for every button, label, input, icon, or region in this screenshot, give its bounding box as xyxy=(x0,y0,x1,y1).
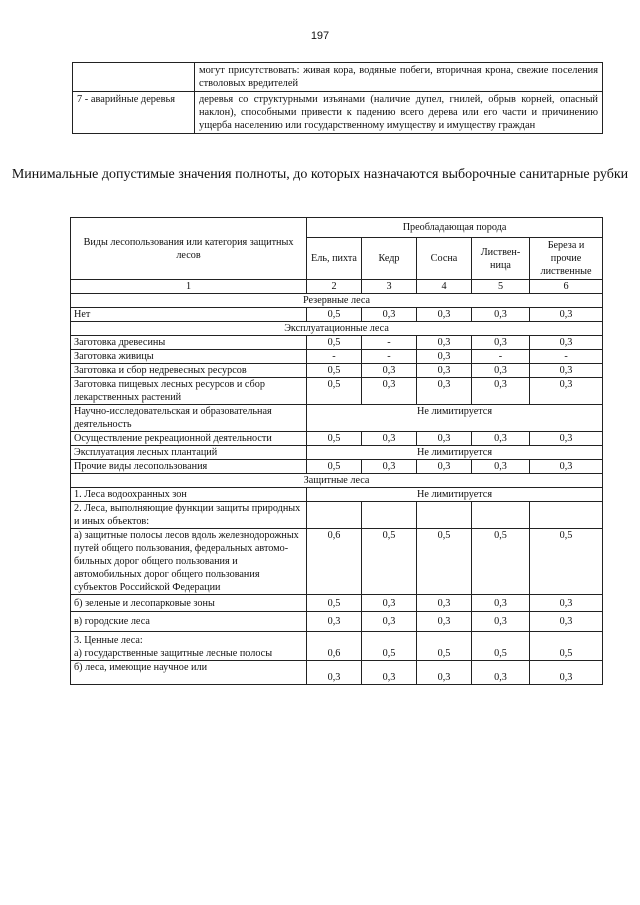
value-cell: 0,3 xyxy=(530,336,603,350)
col-number: 4 xyxy=(417,280,472,294)
value-cell: 0,5 xyxy=(307,595,362,612)
value-cell: - xyxy=(362,336,417,350)
category-cell: 7 - аварийные деревья xyxy=(73,92,195,134)
value-cell: 0,3 xyxy=(530,378,603,405)
value-cell: 0,5 xyxy=(362,632,417,661)
table-title: Минимальные допустимые значения полноты, до которых назначаются выборочные санитарные рубки xyxy=(11,167,629,182)
section-exploitation: Эксплуатационные леса xyxy=(71,322,603,336)
table-row xyxy=(71,460,603,474)
section-row xyxy=(71,322,603,336)
value-cell: - xyxy=(307,350,362,364)
value-cell: 0,6 xyxy=(307,529,362,595)
value-cell: 0,3 xyxy=(417,432,472,446)
value-cell: 0,3 xyxy=(417,595,472,612)
table-row xyxy=(71,595,603,612)
col-number: 2 xyxy=(307,280,362,294)
value-cell: 0,3 xyxy=(472,308,530,322)
value-cell: 0,3 xyxy=(362,364,417,378)
value-cell: 0,3 xyxy=(307,661,362,685)
value-cell: 0,3 xyxy=(472,595,530,612)
table-row xyxy=(73,63,603,92)
table-row xyxy=(71,529,603,595)
value-cell: 0,3 xyxy=(530,432,603,446)
value-cell: 0,3 xyxy=(307,612,362,632)
row-label xyxy=(71,632,307,661)
value-cell: 0,3 xyxy=(472,336,530,350)
value-cell: 0,3 xyxy=(417,612,472,632)
value-cell: 0,3 xyxy=(472,460,530,474)
header-larch: Листвен-ница xyxy=(472,238,530,280)
value-cell: 0,5 xyxy=(417,529,472,595)
row-label: Заготовка древесины xyxy=(71,336,307,350)
value-cell: 0,3 xyxy=(362,308,417,322)
table-row xyxy=(73,92,603,134)
table-row xyxy=(71,336,603,350)
table-row xyxy=(71,432,603,446)
table-row xyxy=(71,405,603,432)
value-cell: 0,3 xyxy=(362,661,417,685)
value-cell: 0,3 xyxy=(417,661,472,685)
value-cell: 0,5 xyxy=(417,632,472,661)
value-cell xyxy=(530,502,603,529)
no-limit-cell: Не лимитируется xyxy=(307,446,603,460)
row-label: Заготовка живицы xyxy=(71,350,307,364)
value-cell: 0,5 xyxy=(307,432,362,446)
header-species-group: Преобладающая порода xyxy=(307,218,603,238)
value-cell: 0,3 xyxy=(417,350,472,364)
value-cell: 0,3 xyxy=(530,460,603,474)
table-row xyxy=(71,661,603,685)
row-label: Прочие виды лесопользования xyxy=(71,460,307,474)
section-row xyxy=(71,294,603,308)
table-row xyxy=(71,612,603,632)
value-cell: 0,3 xyxy=(362,595,417,612)
value-cell: - xyxy=(362,350,417,364)
value-cell: 0,5 xyxy=(307,378,362,405)
value-cell: 0,3 xyxy=(472,661,530,685)
category-cell xyxy=(73,63,195,92)
row-label: 1. Леса водоохранных зон xyxy=(71,488,307,502)
row-label: б) леса, имеющие научное или xyxy=(71,661,307,685)
header-row xyxy=(71,218,603,238)
row-label: Нет xyxy=(71,308,307,322)
value-cell: 0,5 xyxy=(530,632,603,661)
table-row xyxy=(71,350,603,364)
value-cell: 0,5 xyxy=(307,364,362,378)
row-label: Осуществление рекреационной деятельности xyxy=(71,432,307,446)
row-label-line: 3. Ценные леса: xyxy=(74,635,143,646)
value-cell: 0,3 xyxy=(417,460,472,474)
value-cell: 0,5 xyxy=(307,336,362,350)
table-row xyxy=(71,502,603,529)
header-birch: Береза и прочие лиственные xyxy=(530,238,603,280)
section-row xyxy=(71,474,603,488)
row-label: 2. Леса, выполняющие функции защиты природных и иных объектов: xyxy=(71,502,307,529)
value-cell: 0,3 xyxy=(530,595,603,612)
description-cell: могут присутствовать: живая кора, водяные побеги, вторичная крона, свежие поселения стволовых вредителей xyxy=(195,63,603,92)
value-cell: 0,3 xyxy=(362,432,417,446)
value-cell: 0,3 xyxy=(472,612,530,632)
page-number: 197 xyxy=(310,30,330,42)
value-cell: 0,3 xyxy=(417,308,472,322)
row-label-line: а) государственные защитные лесные полосы xyxy=(74,648,273,659)
table-row xyxy=(71,364,603,378)
value-cell: 0,5 xyxy=(362,529,417,595)
column-number-row xyxy=(71,280,603,294)
row-label: Эксплуатация лесных плантаций xyxy=(71,446,307,460)
table-row xyxy=(71,378,603,405)
value-cell: 0,6 xyxy=(307,632,362,661)
continuation-table xyxy=(72,62,603,134)
row-label: Научно-исследовательская и образовательная деятельность xyxy=(71,405,307,432)
value-cell xyxy=(472,502,530,529)
row-label: а) защитные полосы лесов вдоль железнодорожных путей общего пользования, федеральных автомо-бильных дорог общего пользования и автомобильных дорог общего пользования субъектов Российской Федерации xyxy=(71,529,307,595)
no-limit-cell: Не лимитируется xyxy=(307,488,603,502)
no-limit-cell: Не лимитируется xyxy=(307,405,603,432)
value-cell: 0,3 xyxy=(362,460,417,474)
table-row xyxy=(71,632,603,661)
value-cell: 0,5 xyxy=(307,460,362,474)
value-cell: 0,3 xyxy=(362,378,417,405)
value-cell: 0,3 xyxy=(530,612,603,632)
value-cell: 0,3 xyxy=(417,336,472,350)
density-table xyxy=(70,217,603,685)
table-row xyxy=(71,488,603,502)
table-row xyxy=(71,308,603,322)
header-spruce: Ель, пихта xyxy=(307,238,362,280)
row-label: б) зеленые и лесопарковые зоны xyxy=(71,595,307,612)
value-cell: 0,5 xyxy=(472,632,530,661)
header-cedar: Кедр xyxy=(362,238,417,280)
header-pine: Сосна xyxy=(417,238,472,280)
value-cell: 0,5 xyxy=(307,308,362,322)
value-cell xyxy=(307,502,362,529)
row-label: Заготовка и сбор недревесных ресурсов xyxy=(71,364,307,378)
value-cell: 0,3 xyxy=(417,364,472,378)
header-activity: Виды лесопользования или категория защитных лесов xyxy=(71,218,307,280)
table-row xyxy=(71,446,603,460)
value-cell: 0,3 xyxy=(362,612,417,632)
section-reserve: Резервные леса xyxy=(71,294,603,308)
value-cell: 0,5 xyxy=(472,529,530,595)
col-number: 3 xyxy=(362,280,417,294)
col-number: 6 xyxy=(530,280,603,294)
value-cell: - xyxy=(472,350,530,364)
value-cell xyxy=(417,502,472,529)
value-cell: 0,3 xyxy=(472,378,530,405)
value-cell: 0,3 xyxy=(417,378,472,405)
value-cell: 0,3 xyxy=(530,364,603,378)
col-number: 5 xyxy=(472,280,530,294)
value-cell: 0,3 xyxy=(530,308,603,322)
value-cell: 0,5 xyxy=(530,529,603,595)
value-cell: 0,3 xyxy=(472,432,530,446)
section-protective: Защитные леса xyxy=(71,474,603,488)
value-cell: 0,3 xyxy=(472,364,530,378)
value-cell: - xyxy=(530,350,603,364)
row-label: в) городские леса xyxy=(71,612,307,632)
value-cell xyxy=(362,502,417,529)
col-number: 1 xyxy=(71,280,307,294)
description-cell: деревья со структурными изъянами (наличие дупел, гнилей, обрыв корней, опасный наклон), способными привести к падению всего дерева или его части и причинению ущерба населению или государственному имуществу и имуществу граждан xyxy=(195,92,603,134)
row-label: Заготовка пищевых лесных ресурсов и сбор лекарственных растений xyxy=(71,378,307,405)
value-cell: 0,3 xyxy=(530,661,603,685)
